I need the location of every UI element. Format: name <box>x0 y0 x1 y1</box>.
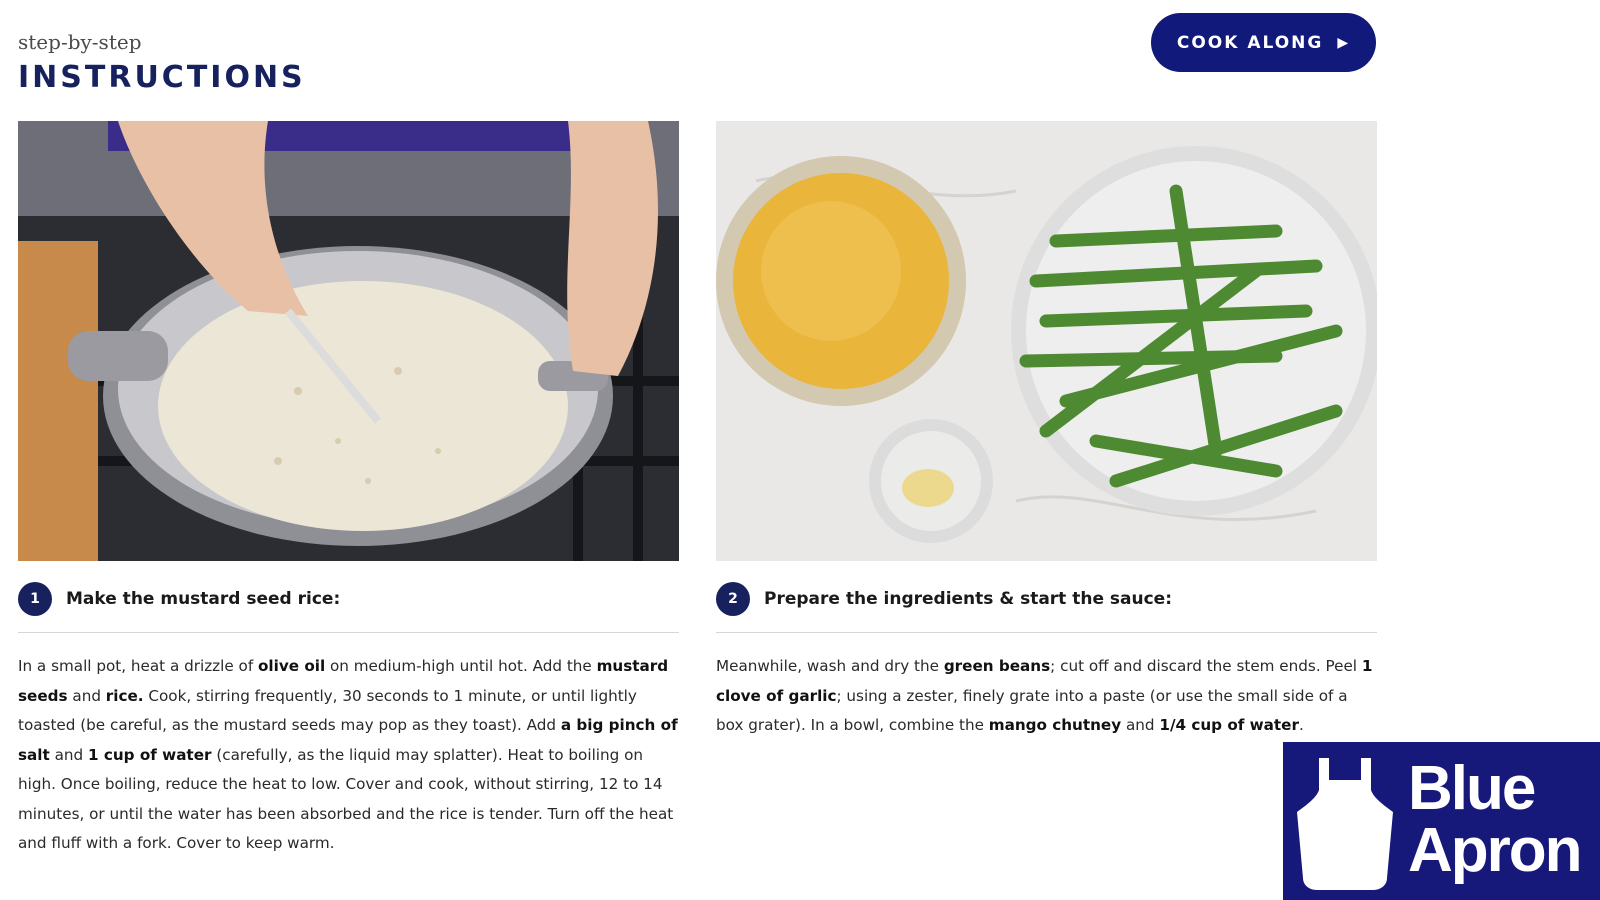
step-2-number-badge: 2 <box>716 582 750 616</box>
logo-line-1: Blue <box>1408 754 1535 823</box>
step-1-number-badge: 1 <box>18 582 52 616</box>
step-2-header <box>716 582 1172 616</box>
body-text: and <box>1121 716 1160 734</box>
body-text: ; using a zester, finely grate into a paste (or use the small side of a box grater). In a bowl, combine the <box>716 686 1348 734</box>
rice-pot-on-stove-photo <box>18 121 679 561</box>
body-text: and <box>49 745 88 764</box>
bold-ingredient: 1 clove of garlic <box>716 657 1373 705</box>
bold-ingredient: olive oil <box>258 657 326 675</box>
cook-along-button[interactable] <box>1151 13 1376 72</box>
bold-ingredient: 1 cup of water <box>88 745 212 764</box>
step-2-body <box>716 652 1377 741</box>
step-1-divider <box>18 632 679 633</box>
cook-along-label: COOK ALONG <box>1176 32 1324 53</box>
bold-ingredient: green beans <box>943 657 1051 675</box>
green-beans-sauce-garlic-photo <box>716 121 1377 561</box>
body-text: ; cut off and discard the stem ends. Peel <box>1050 657 1362 675</box>
logo-line-2: Apron <box>1408 816 1581 885</box>
bold-ingredient: a big pinch of salt <box>18 716 678 764</box>
bold-ingredient: rice. <box>105 686 144 705</box>
blue-apron-logo <box>1283 742 1600 900</box>
bold-ingredient: mustard seeds <box>18 657 669 705</box>
page-title: INSTRUCTIONS <box>18 60 306 95</box>
body-text: on medium-high until hot. Add the <box>325 657 597 675</box>
body-text: (carefully, as the liquid may splatter). Heat to boiling on high. Once boiling, reduce the heat to low. Cover and cook, without stirring, 12 to 14 minutes, or until the water has been absorbed and the rice is tender. Turn off the heat and fluff with a fork. Cover to keep warm. <box>18 745 674 852</box>
step-by-step-kicker: step-by-step <box>18 30 142 54</box>
body-text: In a small pot, heat a drizzle of <box>18 657 258 675</box>
apron-icon <box>1297 758 1393 890</box>
logo-wordmark <box>1408 754 1581 885</box>
step-1-body <box>18 652 679 859</box>
bold-ingredient: mango chutney <box>988 716 1122 734</box>
play-icon: ▶ <box>1337 34 1351 51</box>
step-1-title: Make the mustard seed rice: <box>66 589 341 609</box>
step-1-header <box>18 582 340 616</box>
body-text: . <box>1298 716 1304 734</box>
bold-ingredient: 1/4 cup of water <box>1159 716 1299 734</box>
step-2-title: Prepare the ingredients & start the sauce: <box>764 589 1172 609</box>
step-2-divider <box>716 632 1377 633</box>
body-text: Meanwhile, wash and dry the <box>716 657 944 675</box>
body-text: Cook, stirring frequently, 30 seconds to 1 minute, or until lightly toasted (be careful, as the mustard seeds may pop as they toast). Add <box>18 686 637 734</box>
body-text: and <box>67 686 106 705</box>
